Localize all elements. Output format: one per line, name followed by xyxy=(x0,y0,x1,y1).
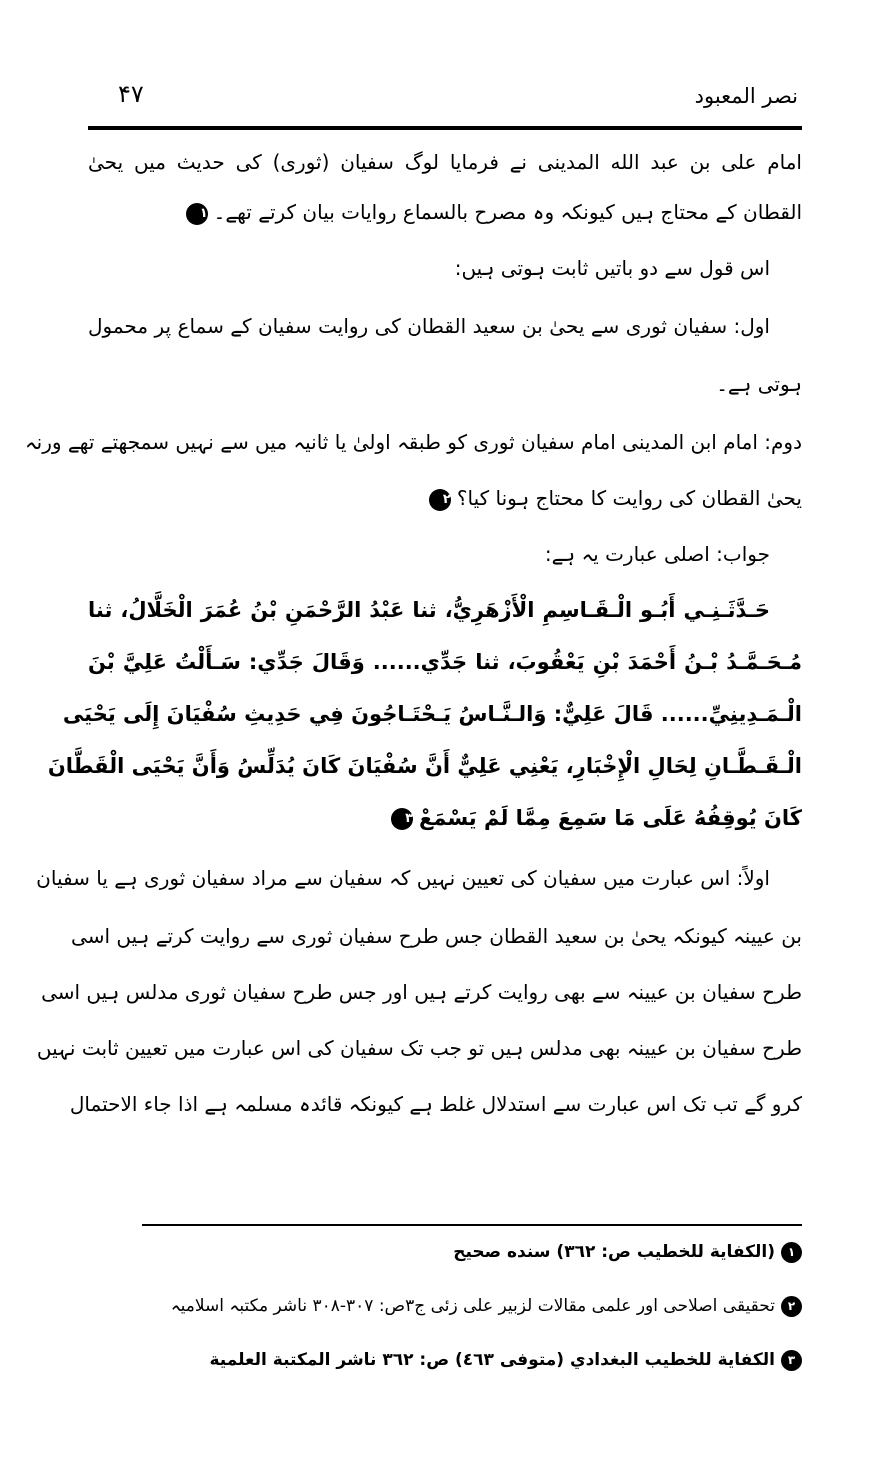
page-header xyxy=(88,78,802,118)
footnote-number: ٣ xyxy=(781,1350,802,1371)
arabic-quote-line: الْـقَـطَّـانِ لِحَالِ الْإِخْبَارِ، يَعْنِي عَلِيٌّ أَنَّ سُفْيَانَ كَانَ يُدَلِّسُ وَأَنَّ يَحْيَى الْقَطَّانَ xyxy=(47,754,802,778)
arabic-quote-line: مُـحَـمَّـدُ بْـنُ أَحْمَدَ بْنِ يَعْقُوبَ، ثنا جَدِّي...... وَقَالَ جَدِّي: سَـأَلْتُ عَلِيَّ بْنَ xyxy=(88,650,802,674)
text-line: اولاً: اس عبارت میں سفیان کی تعیین نہیں کہ سفیان سے مراد سفیان ثوری ہے یا سفیان xyxy=(36,866,770,890)
running-title: نصر المعبود xyxy=(694,84,798,108)
arabic-quote-line: الْـمَـدِينِيِّ...... قَالَ عَلِيٌّ: وَالـنَّـاسُ يَـحْتَـاجُونَ فِي حَدِيثِ سُفْيَانَ إِلَى يَحْيَى xyxy=(62,702,802,726)
footnote-marker: ١ xyxy=(186,203,208,225)
text-line: یحیٰ القطان کی روایت کا محتاج ہونا کیا؟٢ xyxy=(88,476,802,520)
arabic-quote-line: كَانَ يُوقِفُهُ عَلَى مَا سَمِعَ مِمَّا لَمْ يَسْمَعْ٣ xyxy=(88,796,802,840)
footnote-3: ٣الكفاية للخطيب البغدادي (متوفى ٤٦٣) ص: ٣٦٢ ناشر المكتبة العلمية xyxy=(88,1340,802,1380)
footnote-2: ٢تحقیقی اصلاحی اور علمی مقالات لزبیر علی زئی ج۳ص: ۳۰۷-۳۰۸ ناشر مکتبہ اسلامیہ xyxy=(88,1286,802,1326)
text-line: طرح سفیان بن عیینہ سے بھی روایت کرتے ہیں اور جس طرح سفیان ثوری مدلس ہیں اسی xyxy=(41,980,802,1004)
text-line: ہوتی ہے۔ xyxy=(716,372,802,396)
text-line: القطان کے محتاج ہیں کیونکہ وہ مصرح بالسماع روایات بیان کرتے تھے۔١ xyxy=(88,190,802,234)
arabic-quote-line: حَـدَّثَـنِـي أَبُـو الْـقَـاسِمِ الْأَزْهَرِيُّ، ثنا عَبْدُ الرَّحْمَنِ بْنُ عُمَرَ الْخَلَّالُ، ثنا xyxy=(88,598,770,622)
text-line: طرح سفیان بن عیینہ بھی مدلس ہیں تو جب تک سفیان کی اس عبارت میں تعیین ثابت نہیں xyxy=(36,1036,802,1060)
footnote-number: ١ xyxy=(781,1242,802,1263)
footnote-separator xyxy=(142,1224,802,1226)
footnote-1: ١(الكفاية للخطيب ص: ٣٦٢) سنده صحيح xyxy=(88,1232,802,1272)
text-line: کرو گے تب تک اس عبارت سے استدلال غلط ہے کیونکہ قائدہ مسلمہ ہے اذا جاء الاحتمال xyxy=(69,1092,802,1116)
footnote-number: ٢ xyxy=(781,1296,802,1317)
footnote-marker: ٢ xyxy=(429,489,451,511)
text-line: امام علی بن عبد الله المدینی نے فرمایا لوگ سفیان (ثوری) کی حدیث میں یحیٰ xyxy=(88,150,802,174)
footnote-marker: ٣ xyxy=(391,808,413,830)
text-line: جواب: اصلی عبارت یہ ہے: xyxy=(544,542,770,566)
text-line: دوم: امام ابن المدینی امام سفیان ثوری کو طبقہ اولیٰ یا ثانیہ میں سے نہیں سمجھتے تھے ورنہ xyxy=(24,430,802,454)
text-line: بن عیینہ کیونکہ یحیٰ بن سعید القطان جس طرح سفیان ثوری سے روایت کرتے ہیں اسی xyxy=(71,924,802,948)
text-line: اول: سفیان ثوری سے یحیٰ بن سعید القطان کی روایت سفیان کے سماع پر محمول xyxy=(88,314,770,338)
text-line: اس قول سے دو باتیں ثابت ہوتی ہیں: xyxy=(454,256,770,280)
header-rule xyxy=(88,126,802,130)
page-number: ۴۷ xyxy=(118,80,144,108)
